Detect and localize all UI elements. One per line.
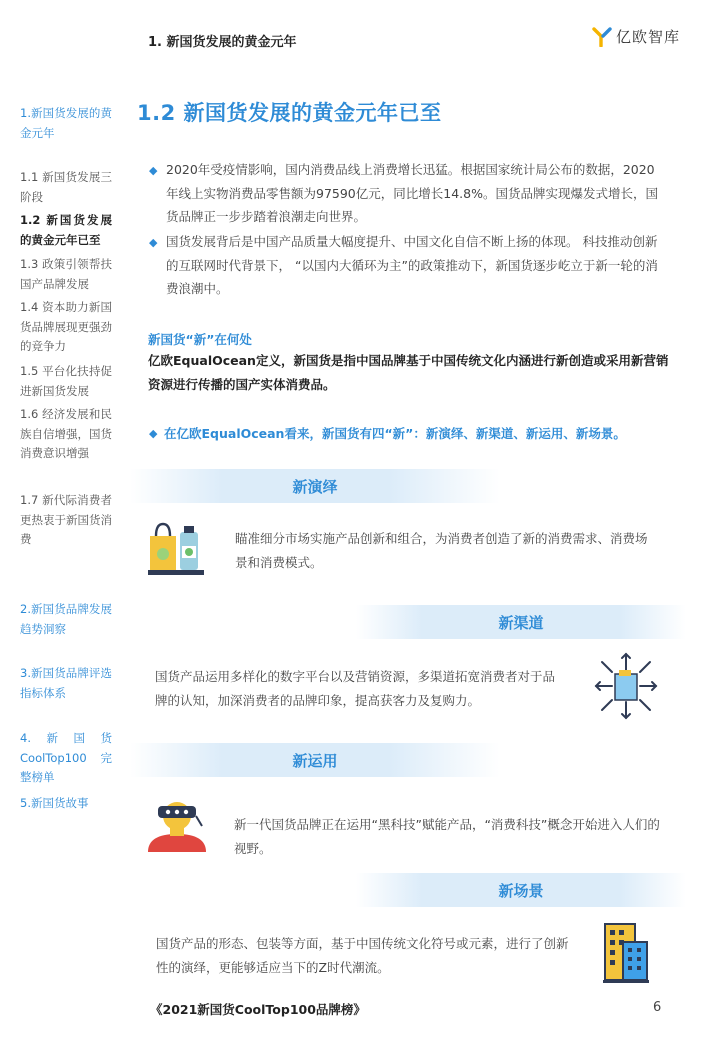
definition-body: 亿欧EqualOcean定义，新国货是指中国品牌基于中国传统文化内涵进行新创造或采用新营销资源进行传播的国产实体消费品。 <box>148 353 669 392</box>
section-band-application <box>130 743 500 777</box>
sidebar-item-1-2[interactable]: 1.2 新国货发展的黄金元年已至 <box>20 213 112 247</box>
sidebar-item-chapter-5[interactable]: 5.新国货故事 <box>20 796 89 810</box>
brand-logo <box>592 26 680 47</box>
brand-name: 亿欧智库 <box>616 28 681 46</box>
four-new-summary: 在亿欧EqualOcean看来，新国货有四“新”：新演绎、新渠道、新运用、新场景。 <box>164 426 626 441</box>
section-label: 新运用 <box>292 751 338 770</box>
running-header: 1. 新国货发展的黄金元年 <box>148 35 297 50</box>
page-number: 6 <box>653 1000 662 1015</box>
sidebar-item-chapter-2[interactable]: 2.新国货品牌发展趋势洞察 <box>20 602 112 636</box>
sidebar-item-1-7[interactable]: 1.7 新代际消费者更热衷于新国货消费 <box>20 493 112 546</box>
diamond-bullet-icon: ◆ <box>149 427 158 440</box>
sidebar-item-1-6[interactable]: 1.6 经济发展和民族自信增强，国货消费意识增强 <box>20 407 112 460</box>
sidebar-item-chapter-3[interactable]: 3.新国货品牌评选指标体系 <box>20 666 112 700</box>
section-text-channels: 国货产品运用多样化的数字平台以及营销资源，多渠道拓宽消费者对于品牌的认知，加深消费者的品牌印象，提高获客力及复购力。 <box>155 669 556 708</box>
shopping-bags-icon <box>146 518 206 578</box>
sidebar-item-1-5[interactable]: 1.5 平台化扶持促进新国货发展 <box>20 364 112 398</box>
sidebar-item-chapter-1[interactable]: 1.新国货发展的黄金元年 <box>20 106 112 140</box>
sidebar-item-chapter-4[interactable]: 4.新国货 CoolTop100 完整榜单 <box>20 731 112 784</box>
diamond-bullet-icon: ◆ <box>149 164 158 177</box>
vr-headset-icon <box>146 794 208 854</box>
definition-heading: 新国货“新”在何处 <box>148 332 252 347</box>
channel-expand-icon <box>592 650 660 722</box>
bullet-paragraph-2: 国货发展背后是中国产品质量大幅度提升、中国文化自信不断上扬的体现。 科技推动创新的互联网时代背景下， “以国内大循环为主”的政策推动下，新国货逐步屹立于新一轮的消费浪潮中。 <box>166 234 658 296</box>
section-band-channels <box>356 605 686 639</box>
footer-report-title: 《2021新国货CoolTop100品牌榜》 <box>150 1002 366 1017</box>
section-text-scenario: 国货产品的形态、包装等方面，基于中国传统文化符号或元素，进行了创新性的演绎，更能够适应当下的Z时代潮流。 <box>156 936 569 975</box>
section-text-interpretation: 瞄准细分市场实施产品创新和组合，为消费者创造了新的消费需求、消费场景和消费模式。 <box>235 531 648 570</box>
page-title: 1.2 新国货发展的黄金元年已至 <box>137 101 442 125</box>
section-band-interpretation <box>130 469 500 503</box>
bullet-paragraph-1: 2020年受疫情影响，国内消费品线上消费增长迅猛。根据国家统计局公布的数据，2020年线上实物消费品零售额为97590亿元，同比增长14.8%。国货品牌实现爆发式增长，国货品牌正一步步踏着浪潮走向世界。 <box>166 162 658 224</box>
section-label: 新渠道 <box>498 613 544 632</box>
section-label: 新场景 <box>498 881 544 900</box>
buildings-icon <box>601 920 651 984</box>
sidebar-item-1-4[interactable]: 1.4 资本助力新国货品牌展现更强劲的竞争力 <box>20 300 112 353</box>
sidebar-item-1-3[interactable]: 1.3 政策引领帮扶国产品牌发展 <box>20 257 112 291</box>
diamond-bullet-icon: ◆ <box>149 236 158 249</box>
section-text-application: 新一代国货品牌正在运用“黑科技”赋能产品，“消费科技”概念开始进入人们的视野。 <box>234 817 660 856</box>
section-band-scenario <box>356 873 686 907</box>
section-label: 新演绎 <box>292 477 338 496</box>
iyiou-logo-icon <box>592 27 612 47</box>
sidebar-item-1-1[interactable]: 1.1 新国货发展三阶段 <box>20 170 112 204</box>
